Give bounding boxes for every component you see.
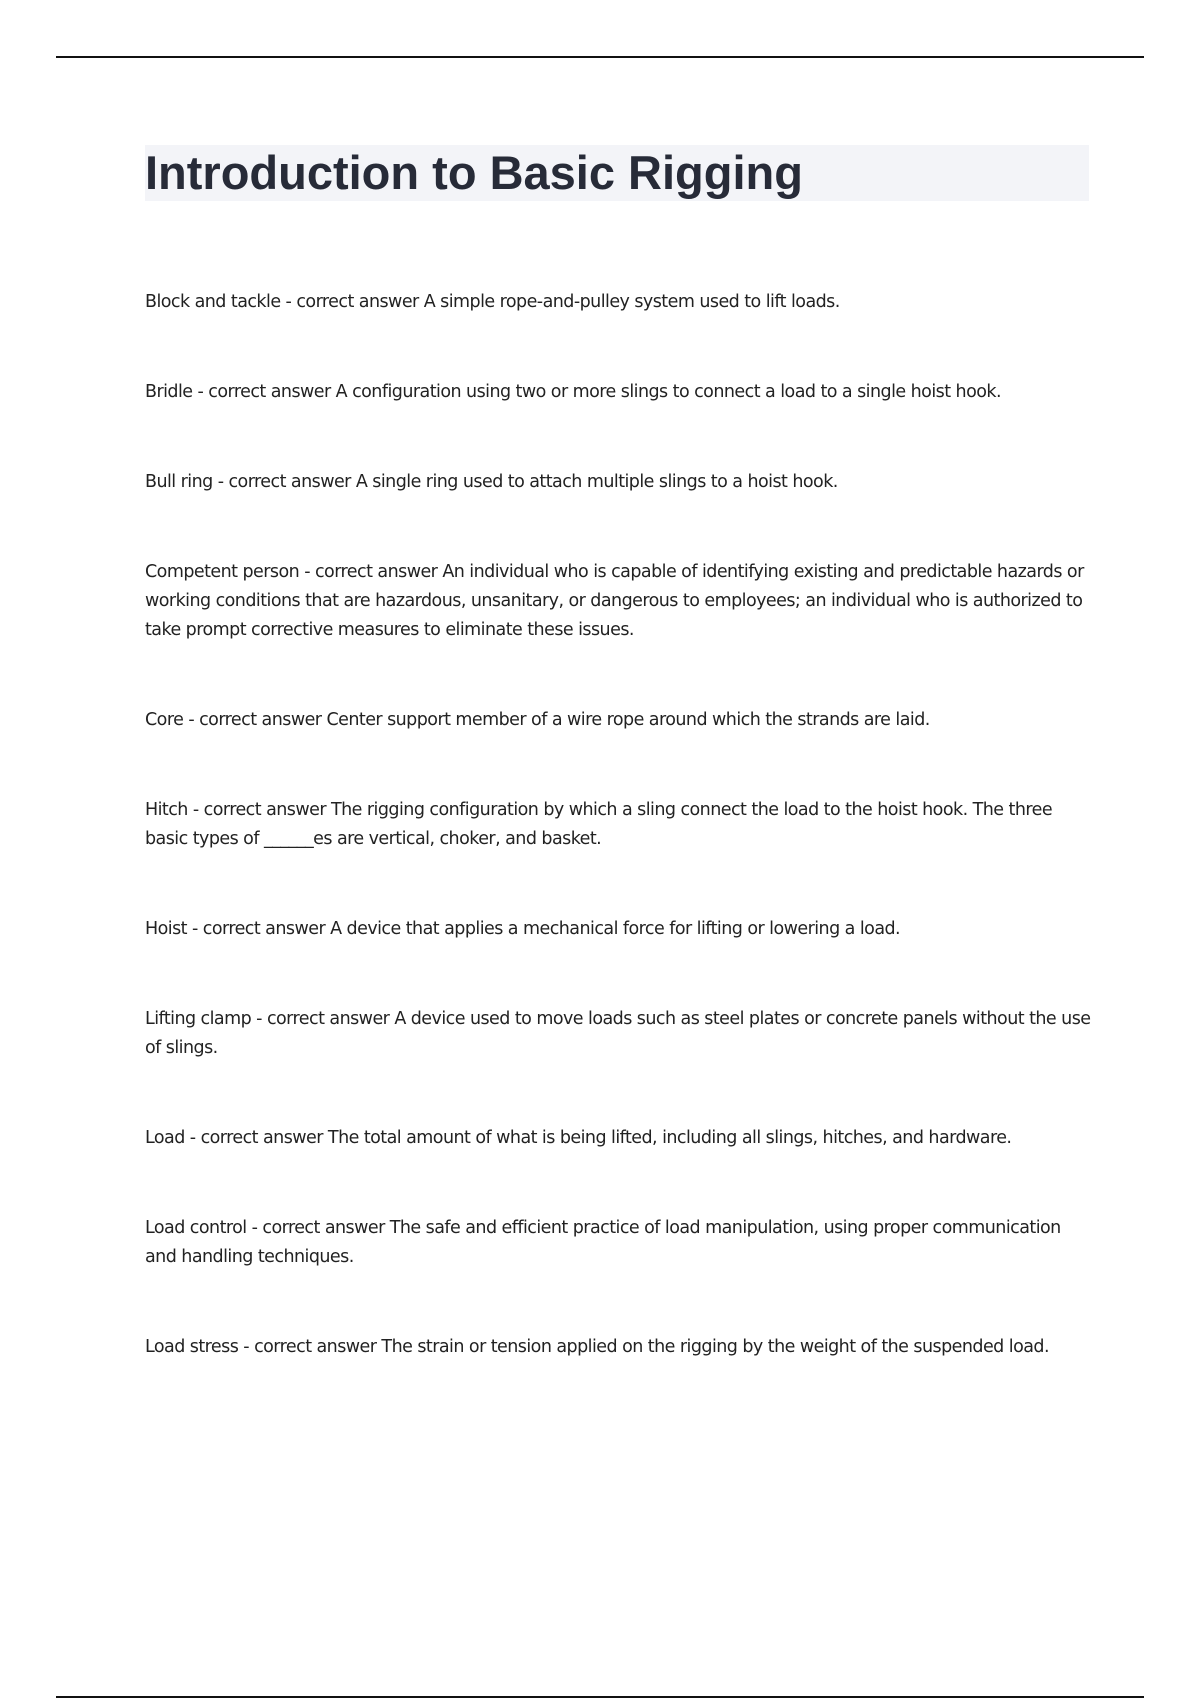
flashcard-list — [145, 288, 1095, 1423]
flashcard-entry-bridle: Bridle - correct answer A configuration using two or more slings to connect a load to a single hoist hook. — [145, 382, 1001, 402]
flashcard-entry-bull-ring: Bull ring - correct answer A single ring used to attach multiple slings to a hoist hook. — [145, 472, 838, 492]
flashcard-entry-block-and-tackle: Block and tackle - correct answer A simple rope-and-pulley system used to lift loads. — [145, 292, 840, 312]
page-title: Introduction to Basic Rigging — [145, 146, 803, 199]
flashcard-entry-load: Load - correct answer The total amount of what is being lifted, including all slings, hitches, and hardware. — [145, 1128, 1012, 1148]
flashcard-entry-hoist: Hoist - correct answer A device that applies a mechanical force for lifting or lowering a load. — [145, 919, 901, 939]
flashcard-entry-load-stress: Load stress - correct answer The strain or tension applied on the rigging by the weight of the suspended load. — [145, 1337, 1049, 1357]
flashcard-entry-core: Core - correct answer Center support member of a wire rope around which the strands are laid. — [145, 710, 930, 730]
top-rule — [56, 56, 1144, 58]
bottom-rule — [56, 1696, 1144, 1698]
flashcard-entry-load-control: Load control - correct answer The safe and efficient practice of load manipulation, using proper communication and handling techniques. — [145, 1218, 1061, 1267]
flashcard-entry-competent-person: Competent person - correct answer An individual who is capable of identifying existing and predictable hazards or working conditions that are hazardous, unsanitary, or dangerous to employees; an individual who is authorized to take prompt corrective measures to eliminate these issues. — [145, 562, 1084, 640]
flashcard-entry-lifting-clamp: Lifting clamp - correct answer A device used to move loads such as steel plates or concrete panels without the use of slings. — [145, 1009, 1091, 1058]
flashcard-entry-hitch: Hitch - correct answer The rigging configuration by which a sling connect the load to the hoist hook. The three basic types of ______es are vertical, choker, and basket. — [145, 800, 1053, 849]
